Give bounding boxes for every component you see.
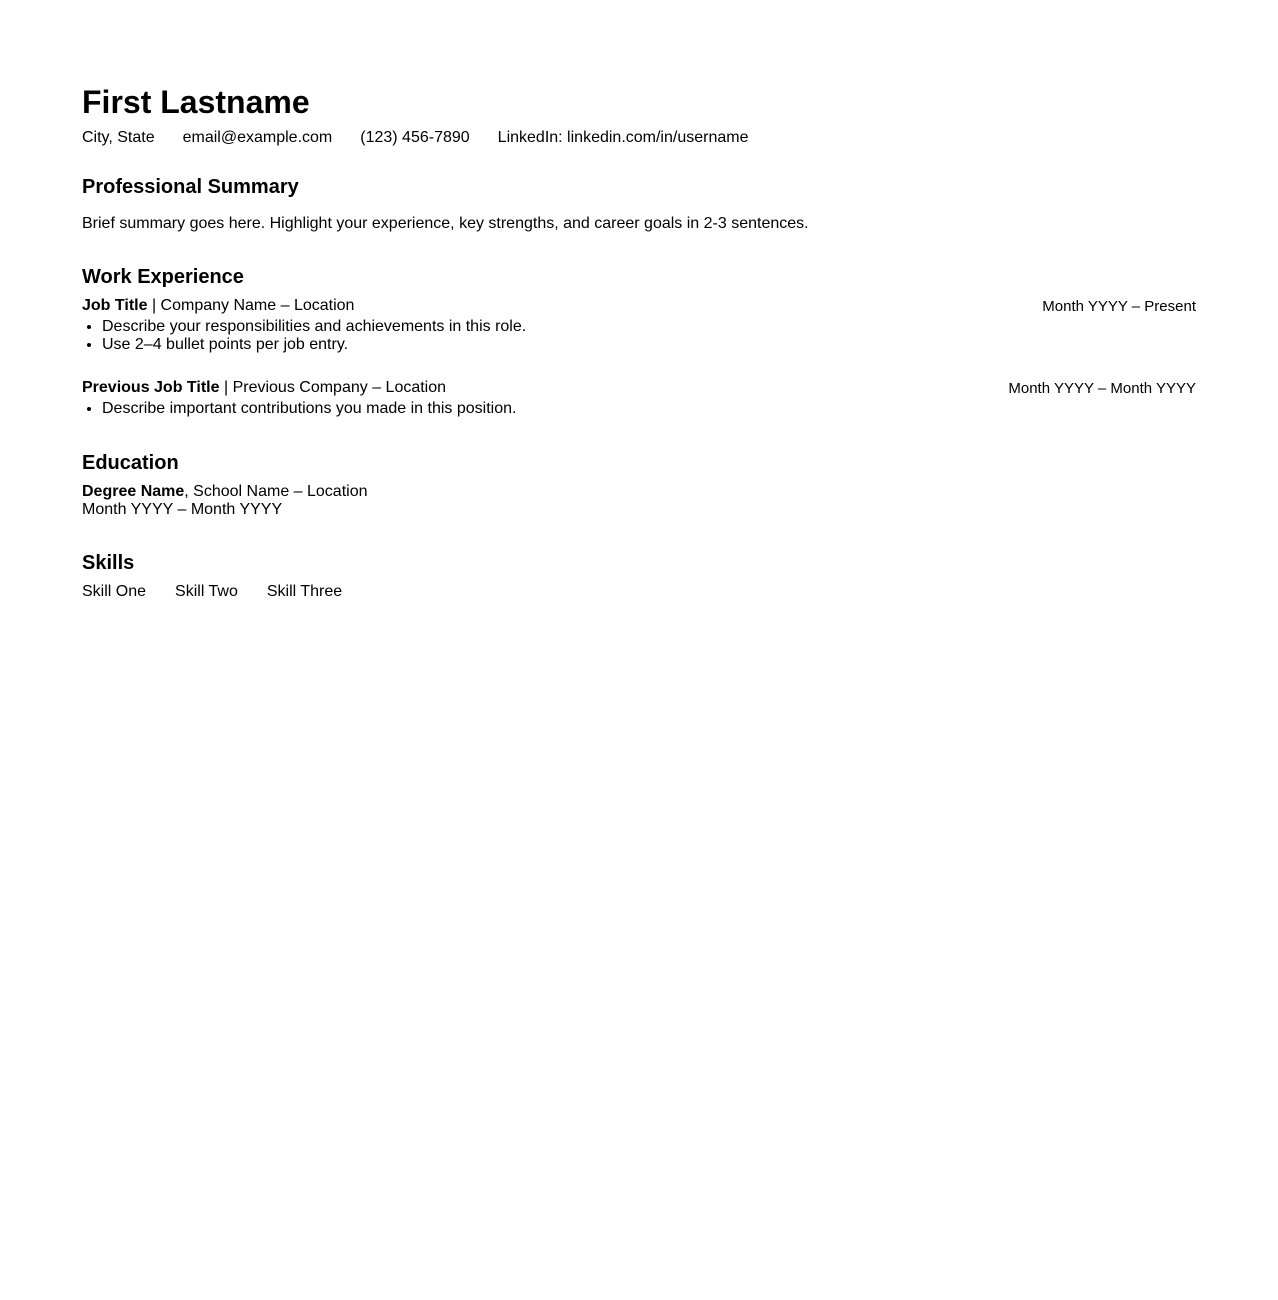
list-item: • Describe important contributions you made in this position. [102, 400, 516, 418]
school-name: , School Name – Location [184, 483, 368, 500]
skill-item: Skill Two [175, 583, 238, 600]
education-entry [82, 482, 368, 501]
education-heading: Education [82, 452, 179, 474]
job-bullets [82, 318, 526, 354]
contact-linkedin: LinkedIn: linkedin.com/in/username [497, 129, 749, 146]
job-entry-header [82, 378, 1196, 397]
summary-heading: Professional Summary [82, 176, 299, 198]
contact-line [82, 128, 748, 147]
skill-item: Skill One [82, 583, 147, 600]
job-dates: Month YYYY – Month YYYY [1008, 380, 1196, 397]
contact-phone: (123) 456-7890 [360, 129, 470, 146]
degree-name: Degree Name [82, 483, 185, 500]
skills-list [82, 582, 342, 601]
list-item: • Describe your responsibilities and achievements in this role. [102, 318, 526, 336]
education-dates: Month YYYY – Month YYYY [82, 501, 283, 518]
list-item: • Use 2–4 bullet points per job entry. [102, 336, 526, 354]
experience-heading: Work Experience [82, 266, 244, 288]
job-company: | Previous Company – Location [219, 379, 447, 396]
summary-text: Brief summary goes here. Highlight your experience, key strengths, and career goals in 2-3 sentences. [82, 215, 809, 232]
job-company: | Company Name – Location [147, 297, 355, 314]
job-entry-header [82, 296, 1196, 315]
job-title: Job Title [82, 297, 148, 314]
candidate-name: First Lastname [82, 84, 310, 120]
contact-location: City, State [82, 129, 155, 146]
skill-item: Skill Three [266, 583, 343, 600]
contact-email: email@example.com [182, 129, 333, 146]
job-bullets [82, 400, 516, 418]
job-dates: Month YYYY – Present [1042, 298, 1196, 315]
skills-heading: Skills [82, 552, 135, 574]
job-title: Previous Job Title [82, 379, 220, 396]
